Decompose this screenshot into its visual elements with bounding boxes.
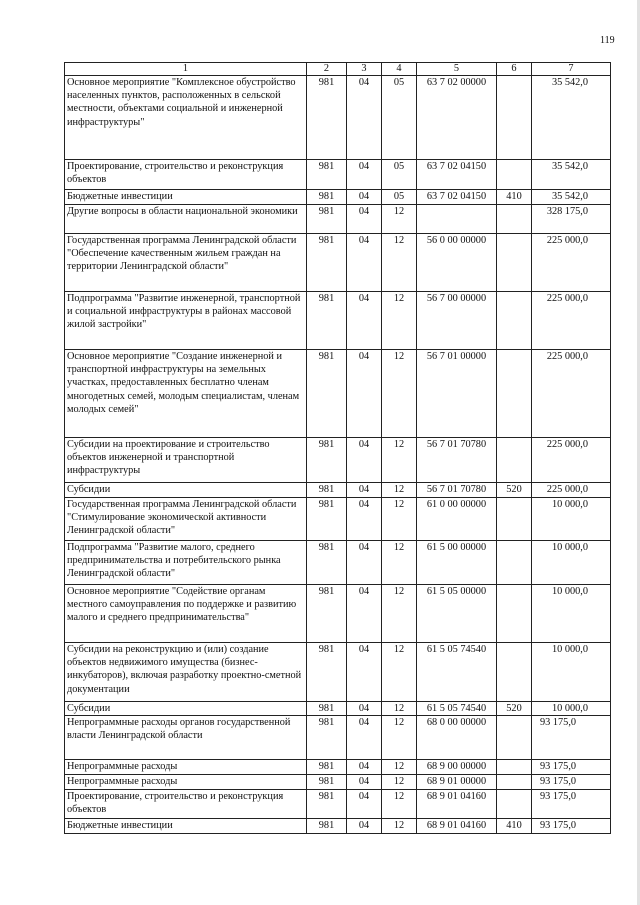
cell-section: 04 [347, 498, 382, 541]
cell-subsection: 12 [382, 292, 417, 350]
row-name: Бюджетные инвестиции [65, 819, 307, 834]
column-header: 1 [65, 63, 307, 76]
cell-subsection: 12 [382, 643, 417, 702]
cell-subsection: 12 [382, 790, 417, 819]
cell-expense-type [497, 292, 532, 350]
cell-target-code: 56 7 01 00000 [417, 350, 497, 438]
cell-expense-type [497, 760, 532, 775]
cell-expense-type [497, 716, 532, 760]
cell-department: 981 [307, 205, 347, 234]
column-header: 5 [417, 63, 497, 76]
cell-department: 981 [307, 350, 347, 438]
column-header: 4 [382, 63, 417, 76]
cell-target-code: 56 0 00 00000 [417, 234, 497, 292]
row-name: Подпрограмма "Развитие инженерной, транспортной и социальной инфраструктуры в районах массовой жилой застройки" [65, 292, 307, 350]
table-row [65, 716, 611, 760]
cell-section: 04 [347, 819, 382, 834]
table-row [65, 292, 611, 350]
cell-amount: 225 000,0 [532, 350, 611, 438]
cell-amount: 225 000,0 [532, 234, 611, 292]
cell-department: 981 [307, 775, 347, 790]
cell-subsection: 12 [382, 438, 417, 483]
cell-section: 04 [347, 292, 382, 350]
cell-section: 04 [347, 760, 382, 775]
cell-department: 981 [307, 76, 347, 160]
cell-target-code: 68 9 00 00000 [417, 760, 497, 775]
cell-expense-type: 410 [497, 190, 532, 205]
table-row [65, 350, 611, 438]
cell-subsection: 12 [382, 716, 417, 760]
table-row [65, 160, 611, 190]
cell-amount: 35 542,0 [532, 160, 611, 190]
cell-section: 04 [347, 205, 382, 234]
cell-section: 04 [347, 541, 382, 585]
column-header: 2 [307, 63, 347, 76]
row-name: Субсидии [65, 702, 307, 716]
cell-expense-type [497, 76, 532, 160]
cell-target-code: 56 7 01 70780 [417, 483, 497, 498]
table-row [65, 205, 611, 234]
column-header: 3 [347, 63, 382, 76]
table-row [65, 438, 611, 483]
table-row [65, 702, 611, 716]
cell-amount: 93 175,0 [532, 819, 611, 834]
cell-subsection: 12 [382, 498, 417, 541]
cell-department: 981 [307, 292, 347, 350]
cell-expense-type [497, 541, 532, 585]
cell-section: 04 [347, 483, 382, 498]
table-row [65, 790, 611, 819]
row-name: Непрограммные расходы органов государственной власти Ленинградской области [65, 716, 307, 760]
table-row [65, 190, 611, 205]
row-name: Государственная программа Ленинградской области "Обеспечение качественным жильем граждан на территории Ленинградской области" [65, 234, 307, 292]
cell-section: 04 [347, 790, 382, 819]
row-name: Проектирование, строительство и реконструкция объектов [65, 160, 307, 190]
cell-target-code: 68 9 01 04160 [417, 819, 497, 834]
cell-amount: 35 542,0 [532, 76, 611, 160]
row-name: Субсидии на проектирование и строительство объектов инженерной и транспортной инфраструктуры [65, 438, 307, 483]
cell-expense-type [497, 234, 532, 292]
budget-table [64, 62, 611, 834]
cell-target-code: 61 5 05 74540 [417, 643, 497, 702]
cell-target-code: 68 0 00 00000 [417, 716, 497, 760]
cell-section: 04 [347, 190, 382, 205]
cell-amount: 93 175,0 [532, 716, 611, 760]
cell-subsection: 05 [382, 190, 417, 205]
cell-department: 981 [307, 541, 347, 585]
cell-subsection: 12 [382, 702, 417, 716]
table-row [65, 483, 611, 498]
cell-expense-type [497, 643, 532, 702]
cell-department: 981 [307, 498, 347, 541]
cell-expense-type [497, 790, 532, 819]
row-name: Непрограммные расходы [65, 760, 307, 775]
cell-amount: 225 000,0 [532, 292, 611, 350]
cell-subsection: 12 [382, 541, 417, 585]
page-number: 119 [600, 35, 615, 46]
cell-amount: 93 175,0 [532, 760, 611, 775]
table-row [65, 775, 611, 790]
cell-target-code: 61 5 00 00000 [417, 541, 497, 585]
cell-department: 981 [307, 702, 347, 716]
cell-amount: 10 000,0 [532, 702, 611, 716]
table-row [65, 643, 611, 702]
row-name: Непрограммные расходы [65, 775, 307, 790]
cell-section: 04 [347, 702, 382, 716]
row-name: Подпрограмма "Развитие малого, среднего предпринимательства и потребительского рынка Ленинградской области" [65, 541, 307, 585]
cell-amount: 35 542,0 [532, 190, 611, 205]
cell-section: 04 [347, 438, 382, 483]
cell-target-code: 68 9 01 04160 [417, 790, 497, 819]
cell-subsection: 12 [382, 775, 417, 790]
table-row [65, 819, 611, 834]
table-row [65, 760, 611, 775]
cell-department: 981 [307, 760, 347, 775]
cell-department: 981 [307, 790, 347, 819]
cell-subsection: 05 [382, 160, 417, 190]
cell-target-code: 63 7 02 00000 [417, 76, 497, 160]
table-row [65, 585, 611, 643]
cell-department: 981 [307, 438, 347, 483]
row-name: Основное мероприятие "Комплексное обустройство населенных пунктов, расположенных в сельской местности, объектами социальной и инженерной инфраструктуры" [65, 76, 307, 160]
cell-section: 04 [347, 643, 382, 702]
cell-department: 981 [307, 483, 347, 498]
cell-section: 04 [347, 76, 382, 160]
cell-subsection: 12 [382, 483, 417, 498]
cell-subsection: 12 [382, 205, 417, 234]
cell-target-code: 61 0 00 00000 [417, 498, 497, 541]
cell-target-code: 56 7 00 00000 [417, 292, 497, 350]
cell-section: 04 [347, 775, 382, 790]
cell-expense-type [497, 775, 532, 790]
cell-expense-type: 410 [497, 819, 532, 834]
row-name: Основное мероприятие "Содействие органам местного самоуправления по поддержке и развитию малого и среднего предпринимательства" [65, 585, 307, 643]
cell-target-code [417, 205, 497, 234]
cell-target-code: 63 7 02 04150 [417, 190, 497, 205]
cell-department: 981 [307, 234, 347, 292]
cell-section: 04 [347, 234, 382, 292]
cell-section: 04 [347, 716, 382, 760]
cell-expense-type [497, 205, 532, 234]
table-row [65, 234, 611, 292]
cell-target-code: 56 7 01 70780 [417, 438, 497, 483]
cell-target-code: 61 5 05 74540 [417, 702, 497, 716]
row-name: Основное мероприятие "Создание инженерной и транспортной инфраструктуры на земельных участках, предоставленных бесплатно членам многодетных семей, молодым специалистам, членам молодых семей" [65, 350, 307, 438]
cell-section: 04 [347, 350, 382, 438]
cell-department: 981 [307, 585, 347, 643]
column-header: 6 [497, 63, 532, 76]
cell-section: 04 [347, 585, 382, 643]
cell-subsection: 12 [382, 350, 417, 438]
cell-amount: 93 175,0 [532, 775, 611, 790]
cell-amount: 328 175,0 [532, 205, 611, 234]
cell-target-code: 63 7 02 04150 [417, 160, 497, 190]
cell-expense-type [497, 498, 532, 541]
cell-amount: 10 000,0 [532, 585, 611, 643]
cell-department: 981 [307, 819, 347, 834]
row-name: Бюджетные инвестиции [65, 190, 307, 205]
cell-amount: 10 000,0 [532, 498, 611, 541]
cell-subsection: 05 [382, 76, 417, 160]
cell-expense-type: 520 [497, 483, 532, 498]
cell-section: 04 [347, 160, 382, 190]
cell-expense-type [497, 350, 532, 438]
cell-target-code: 68 9 01 00000 [417, 775, 497, 790]
row-name: Другие вопросы в области национальной экономики [65, 205, 307, 234]
cell-amount: 10 000,0 [532, 643, 611, 702]
cell-amount: 225 000,0 [532, 438, 611, 483]
table-header-row [65, 63, 611, 76]
table-row [65, 541, 611, 585]
cell-expense-type [497, 585, 532, 643]
cell-expense-type [497, 438, 532, 483]
cell-amount: 10 000,0 [532, 541, 611, 585]
table-row [65, 498, 611, 541]
cell-amount: 225 000,0 [532, 483, 611, 498]
row-name: Проектирование, строительство и реконструкция объектов [65, 790, 307, 819]
cell-subsection: 12 [382, 760, 417, 775]
cell-subsection: 12 [382, 585, 417, 643]
column-header: 7 [532, 63, 611, 76]
cell-expense-type: 520 [497, 702, 532, 716]
cell-department: 981 [307, 716, 347, 760]
table-row [65, 76, 611, 160]
cell-subsection: 12 [382, 819, 417, 834]
cell-subsection: 12 [382, 234, 417, 292]
cell-department: 981 [307, 190, 347, 205]
cell-department: 981 [307, 643, 347, 702]
cell-amount: 93 175,0 [532, 790, 611, 819]
cell-department: 981 [307, 160, 347, 190]
row-name: Субсидии [65, 483, 307, 498]
cell-expense-type [497, 160, 532, 190]
row-name: Государственная программа Ленинградской области "Стимулирование экономической активности Ленинградской области" [65, 498, 307, 541]
row-name: Субсидии на реконструкцию и (или) создание объектов недвижимого имущества (бизнес-инкубаторов), включая разработку проектно-сметной документации [65, 643, 307, 702]
cell-target-code: 61 5 05 00000 [417, 585, 497, 643]
